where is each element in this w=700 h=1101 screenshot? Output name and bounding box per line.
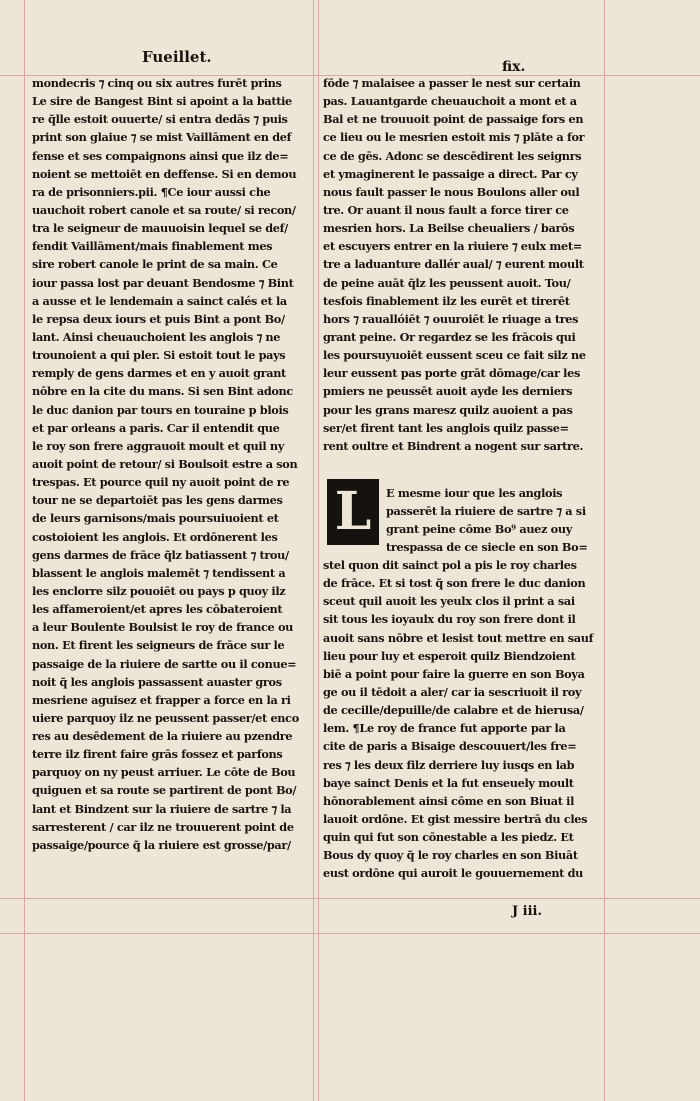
text-line: tre a laduanture dallér aual/ ⁊ eurent moult xyxy=(323,257,584,272)
text-line: Bal et ne trouuoit point de passaige fors en xyxy=(323,112,584,127)
text-line: costoioient les anglois. Et ordōnerent les xyxy=(32,529,278,544)
text-line: re q̃lle estoit ouuerte/ si entra dedās ⁊ puis xyxy=(32,112,288,127)
text-line: non. Et firent les seigneurs de frāce sur le xyxy=(32,638,285,653)
text-line: res ⁊ les deux filz derriere luy iusqs en lab xyxy=(323,757,575,772)
text-line: mondecris ⁊ cinq ou six autres furēt prins xyxy=(32,76,282,90)
text-line: mesrien hors. La Beilse cheualiers / barōs xyxy=(323,221,575,236)
text-line: biē a point pour faire la guerre en son Boya xyxy=(323,666,585,681)
text-line: print son glaiue ⁊ se mist Vaillāment en def xyxy=(32,130,292,145)
text-line: le repsa deux iours et puis Bint a pont Bo/ xyxy=(32,311,285,326)
rule-line xyxy=(0,898,700,899)
rule-line xyxy=(24,0,25,1101)
text-line: hors ⁊ rauallóiēt ⁊ ouuroiēt le riuage a tres xyxy=(323,311,579,326)
text-line: tre. Or auant il nous fault a force tirer ce xyxy=(323,202,569,217)
text-line: auoit point de retour/ si Boulsoit estre a son xyxy=(32,456,298,471)
text-line: les poursuyuoiēt eussent sceu ce fait silz ne xyxy=(323,348,586,363)
text-line: sire robert canole le print de sa main. Ce xyxy=(32,257,278,272)
text-line: ce lieu ou le mesrien estoit mis ⁊ plāte a for xyxy=(323,130,585,145)
text-line: sit tous les ioyaulx du roy son frere dont il xyxy=(323,612,576,627)
text-line: quin qui fut son cōnestable a les piedz. Et xyxy=(323,830,574,845)
text-line: et par orleans a paris. Car il entendit que xyxy=(32,420,280,435)
text-line: le duc danion par tours en touraine p blois xyxy=(32,402,289,417)
text-line: Bous dy quoy q̃ le roy charles en son Biuāt xyxy=(323,848,578,863)
left-column xyxy=(32,74,306,854)
running-header-left: Fueillet. xyxy=(142,48,212,66)
text-line: et ymaginerent le passaige a direct. Par cy xyxy=(323,166,578,181)
text-line: lant et Bindzent sur la riuiere de sartre ⁊ la xyxy=(32,801,292,816)
text-line: lem. ¶Le roy de france fut apporte par la xyxy=(323,721,566,736)
text-line: iour passa lost par deuant Bendosme ⁊ Bint xyxy=(32,275,294,290)
text-line: trespassa de ce siecle en son Bo= xyxy=(386,540,588,555)
text-line: parquoy on ny peust arriuer. Le cōte de Bou xyxy=(32,765,296,780)
text-line: pour les grans maresz quilz auoient a pas xyxy=(323,402,573,417)
rule-line xyxy=(313,0,314,1101)
text-line: stel quon dit sainct pol a pis le roy charles xyxy=(323,558,577,572)
right-column-indented xyxy=(386,484,600,557)
signature-mark: J iii. xyxy=(512,904,543,919)
text-line: cite de paris a Bisaige descouuert/les fre= xyxy=(323,739,577,754)
text-line: passaige/pource q̃ la riuiere est grosse/par/ xyxy=(32,837,291,852)
text-line: a leur Boulente Boulsist le roy de france ou xyxy=(32,620,294,635)
text-line: remply de gens darmes et en y auoit grant xyxy=(32,366,286,381)
text-line: sarresterent / car ilz ne trouuerent point de xyxy=(32,819,294,834)
text-line: trespas. Et pource quil ny auoit point de re xyxy=(32,475,290,490)
text-line: passerēt la riuiere de sartre ⁊ a si xyxy=(386,504,586,519)
text-line: leur eussent pas porte grāt dōmage/car les xyxy=(323,366,580,381)
text-line: fōde ⁊ malaisee a passer le nest sur certain xyxy=(323,76,581,90)
rule-line xyxy=(604,0,605,1101)
text-line: passaige de la riuiere de sartte ou il conue= xyxy=(32,656,297,671)
text-line: uiere parquoy ilz ne peussent passer/et enco xyxy=(32,710,299,725)
text-line: ser/et firent tant les anglois quilz passe= xyxy=(323,420,569,435)
decorated-initial: L xyxy=(327,479,379,545)
text-line: ce de gēs. Adonc se descēdirent les seignrs xyxy=(323,148,582,163)
text-line: fendit Vaillāment/mais finablement mes xyxy=(32,239,273,254)
text-line: gens darmes de frāce q̃lz batiassent ⁊ trou/ xyxy=(32,547,289,562)
text-line: fense et ses compaignons ainsi que ilz de= xyxy=(32,148,289,163)
text-line: hōnorablement ainsi cōme en son Biuat il xyxy=(323,793,575,808)
text-line: eust ordōne qui auroit le gouuernement du xyxy=(323,866,584,881)
text-line: auoit sans nōbre et lesist tout mettre en sauf xyxy=(323,630,594,645)
text-line: lant. Ainsi cheuauchoient les anglois ⁊ ne xyxy=(32,329,281,344)
text-line: tour ne se departoiēt pas les gens darmes xyxy=(32,493,283,508)
text-line: ra de prisonniers.pii. ¶Ce iour aussi che xyxy=(32,184,271,199)
text-line: noit q̃ les anglois passassent auaster gros xyxy=(32,674,282,689)
text-line: grant peine cōme Bo⁹ auez ouy xyxy=(386,522,572,537)
text-line: lieu pour luy et esperoit quilz Biendzoient xyxy=(323,648,576,663)
text-line: de peine auāt q̃lz les peussent auoit. Tou/ xyxy=(323,275,571,290)
text-line: nōbre en la cite du mans. Si sen Bint adonc xyxy=(32,384,293,399)
text-line: de frāce. Et si tost q̃ son frere le duc danion xyxy=(323,576,586,591)
text-line: ge ou il tēdoit a aler/ car ia sescriuoit il roy xyxy=(323,684,582,699)
text-line: grant peine. Or regardez se les frācois qui xyxy=(323,329,576,344)
text-line: les affameroient/et apres les cōbateroient xyxy=(32,602,283,617)
text-line: lauoit ordōne. Et gist messire bertrā du cles xyxy=(323,811,588,826)
text-line: terre ilz firent faire grās fossez et parfons xyxy=(32,747,283,762)
text-line: et escuyers entrer en la riuiere ⁊ eulx met= xyxy=(323,239,582,254)
text-line: baye sainct Denis et la fut enseuely moult xyxy=(323,775,574,790)
text-line: a ausse et le lendemain a sainct calés et la xyxy=(32,293,287,308)
text-line: tesfois finablement ilz les eurēt et tirerēt xyxy=(323,293,570,308)
rule-line xyxy=(0,933,700,934)
running-header-right: fix. xyxy=(502,59,526,75)
text-line: pmiers ne peussēt auoit ayde les derniers xyxy=(323,384,573,399)
text-line: les enclorre silz pouoiēt ou pays p quoy ilz xyxy=(32,583,286,598)
text-line: rent oultre et Bindrent a nogent sur sartre. xyxy=(323,438,584,453)
text-line: blassent le anglois malemēt ⁊ tendissent a xyxy=(32,565,286,580)
text-line: quiguen et sa route se partirent de pont Bo/ xyxy=(32,783,297,798)
text-line: uauchoit robert canole et sa route/ si recon/ xyxy=(32,202,296,217)
text-line: E mesme iour que les anglois xyxy=(386,486,563,500)
text-line: de leurs garnisons/mais poursuiuoient et xyxy=(32,511,279,526)
text-line: res au desēdement de la riuiere au pzendre xyxy=(32,729,293,744)
right-column-bottom xyxy=(323,556,601,883)
right-column-top xyxy=(323,74,601,455)
text-line: noient se mettoiēt en deffense. Si en demou xyxy=(32,166,297,181)
text-line: tra le seigneur de mauuoisin lequel se def/ xyxy=(32,221,288,236)
text-line: de cecille/depuille/de calabre et de hierusa/ xyxy=(323,703,584,718)
text-line: le roy son frere aggrauoit moult et quil ny xyxy=(32,438,284,453)
text-line: trounoient a qui pler. Si estoit tout le pays xyxy=(32,348,286,363)
text-line: pas. Lauantgarde cheuauchoit a mont et a xyxy=(323,94,577,109)
text-line: nous fault passer le nous Boulons aller oul xyxy=(323,184,580,199)
text-line: sceut quil auoit les yeulx clos il print a sai xyxy=(323,594,575,609)
text-line: mesriene aguisez et frapper a force en la ri xyxy=(32,692,291,707)
text-line: Le sire de Bangest Bint si apoint a la battie xyxy=(32,94,292,109)
rule-line xyxy=(318,0,319,1101)
